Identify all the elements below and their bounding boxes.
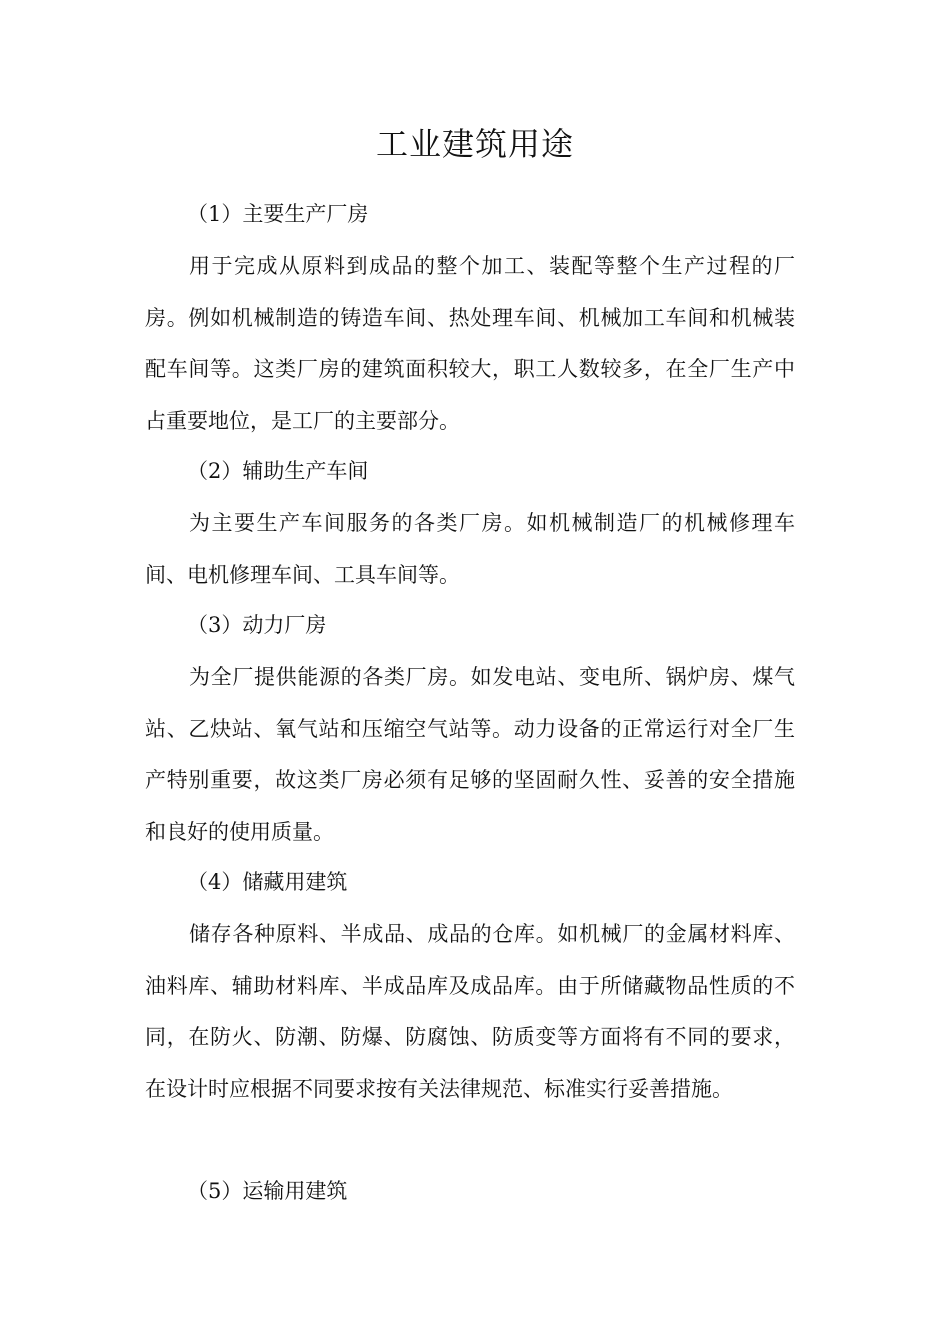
- section-4-heading: （4）储藏用建筑: [187, 870, 348, 894]
- document-title: 工业建筑用途: [375, 125, 574, 163]
- section-1-heading: （1）主要生产厂房: [187, 202, 369, 226]
- section-1-paragraph: 用于完成从原料到成品的整个加工、装配等整个生产过程的厂房。例如机械制造的铸造车间、热处理车间、机械加工车间和机械装配车间等。这类厂房的建筑面积较大，职工人数较多，在全厂生产中占重要地位，是工厂的主要部分。: [145, 254, 795, 433]
- section-2-paragraph: 为主要生产车间服务的各类厂房。如机械制造厂的机械修理车间、电机修理车间、工具车间等。: [145, 511, 795, 587]
- section-3-heading: （3）动力厂房: [187, 613, 327, 637]
- section-2-heading: （2）辅助生产车间: [187, 459, 369, 483]
- section-3-paragraph: 为全厂提供能源的各类厂房。如发电站、变电所、锅炉房、煤气站、乙炔站、氧气站和压缩空气站等。动力设备的正常运行对全厂生产特别重要，故这类厂房必须有足够的坚固耐久性、妥善的安全措施和良好的使用质量。: [145, 665, 795, 844]
- section-5-heading: （5）运输用建筑: [187, 1179, 348, 1203]
- section-4-paragraph: 储存各种原料、半成品、成品的仓库。如机械厂的金属材料库、油料库、辅助材料库、半成品库及成品库。由于所储藏物品性质的不同，在防火、防潮、防爆、防腐蚀、防质变等方面将有不同的要求，在设计时应根据不同要求按有关法律规范、标准实行妥善措施。: [145, 922, 795, 1101]
